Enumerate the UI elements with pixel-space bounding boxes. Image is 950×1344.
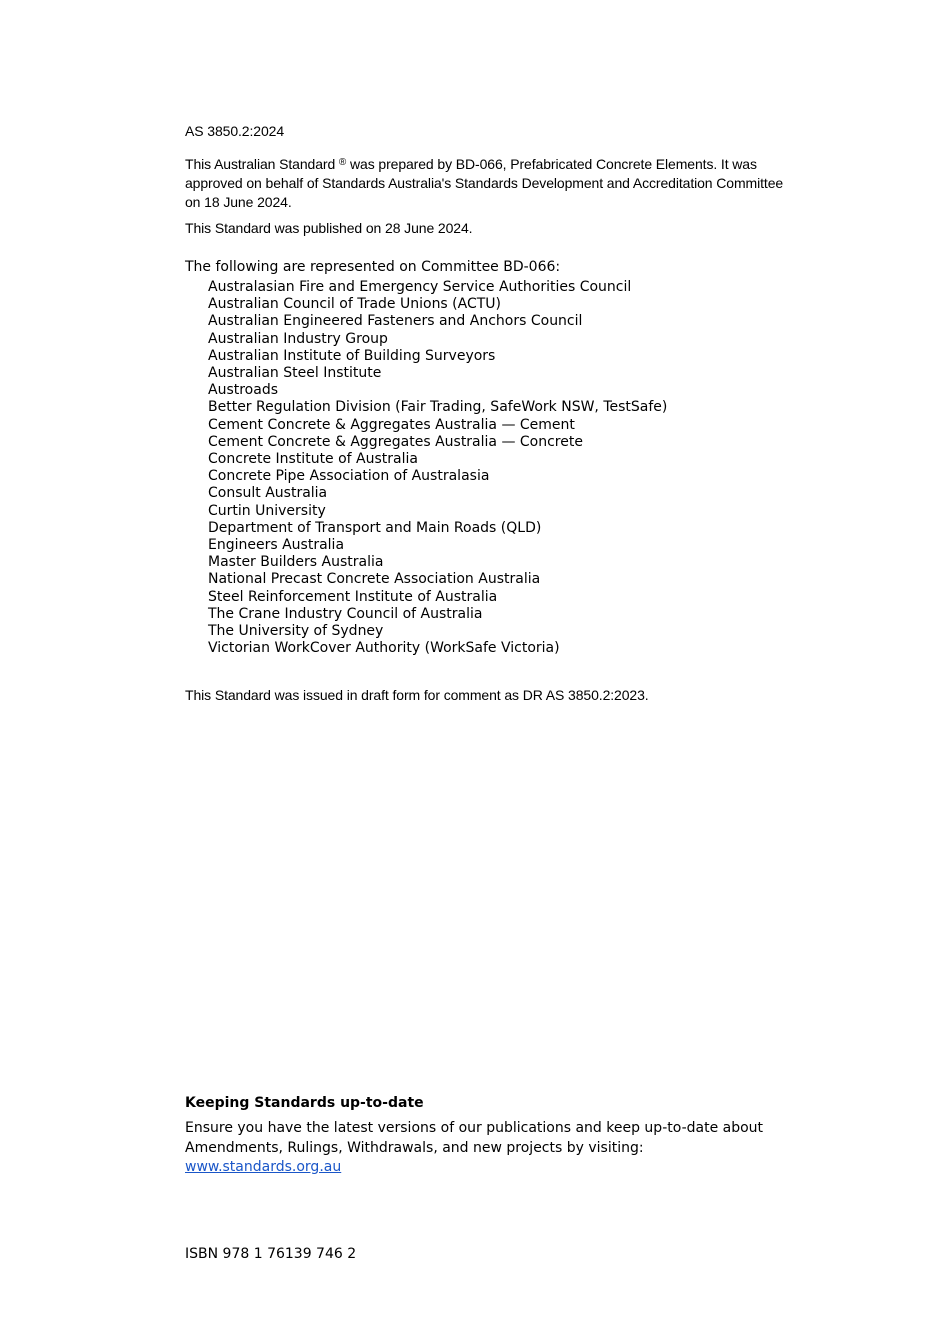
committee-member-item: Australian Steel Institute [208, 365, 382, 382]
committee-member-list [208, 279, 667, 657]
preparation-text-end: was prepared by BD-066, Prefabricated Concrete Elements. It was approved on behalf of Standards Australia's Standards Development and Accreditation Committee on 18 June 2024. [185, 156, 784, 210]
preparation-paragraph [185, 155, 785, 212]
committee-member-item: National Precast Concrete Association Australia [208, 571, 541, 588]
committee-member-item: Australian Institute of Building Surveyors [208, 347, 496, 364]
committee-member-item: Australian Council of Trade Unions (ACTU) [208, 296, 502, 313]
committee-member-item: Department of Transport and Main Roads (QLD) [208, 519, 542, 536]
standards-website-link[interactable]: www.standards.org.au [185, 1159, 342, 1175]
draft-notice-paragraph: This Standard was issued in draft form for comment as DR AS 3850.2:2023. [185, 687, 649, 703]
committee-member-item: Master Builders Australia [208, 554, 384, 571]
committee-member-item: Australian Industry Group [208, 330, 388, 347]
committee-intro: The following are represented on Committee BD-066: [185, 259, 561, 275]
isbn-number: ISBN 978 1 76139 746 2 [185, 1246, 357, 1262]
document-id: AS 3850.2:2024 [185, 123, 285, 139]
committee-member-item: Curtin University [208, 502, 326, 519]
committee-member-item: Cement Concrete & Aggregates Australia — Cement [208, 416, 575, 433]
committee-member-item: Steel Reinforcement Institute of Australia [208, 588, 498, 605]
committee-member-item: Cement Concrete & Aggregates Australia — Concrete [208, 433, 583, 450]
committee-member-item: Australian Engineered Fasteners and Anchors Council [208, 313, 583, 330]
keeping-standards-text: Ensure you have the latest versions of our publications and keep up-to-date about Amendments, Rulings, Withdrawals, and new projects by visiting: [185, 1120, 764, 1156]
committee-member-item: Concrete Institute of Australia [208, 451, 418, 468]
committee-member-item: The Crane Industry Council of Australia [208, 605, 483, 622]
keeping-standards-paragraph [185, 1119, 785, 1178]
committee-member-item: Australasian Fire and Emergency Service Authorities Council [208, 279, 632, 295]
committee-member-item: Consult Australia [208, 485, 328, 502]
keeping-standards-heading: Keeping Standards up-to-date [185, 1095, 424, 1111]
committee-member-item: Concrete Pipe Association of Australasia [208, 468, 490, 485]
committee-member-item: Engineers Australia [208, 537, 345, 554]
publication-date-paragraph: This Standard was published on 28 June 2024. [185, 220, 473, 236]
committee-member-item: Better Regulation Division (Fair Trading, SafeWork NSW, TestSafe) [208, 399, 668, 416]
committee-member-item: Austroads [208, 382, 279, 399]
registered-mark: ® [338, 157, 347, 168]
committee-member-item: The University of Sydney [208, 623, 384, 640]
preparation-text-start: This Australian Standard [185, 156, 339, 172]
committee-member-item: Victorian WorkCover Authority (WorkSafe Victoria) [208, 640, 560, 657]
